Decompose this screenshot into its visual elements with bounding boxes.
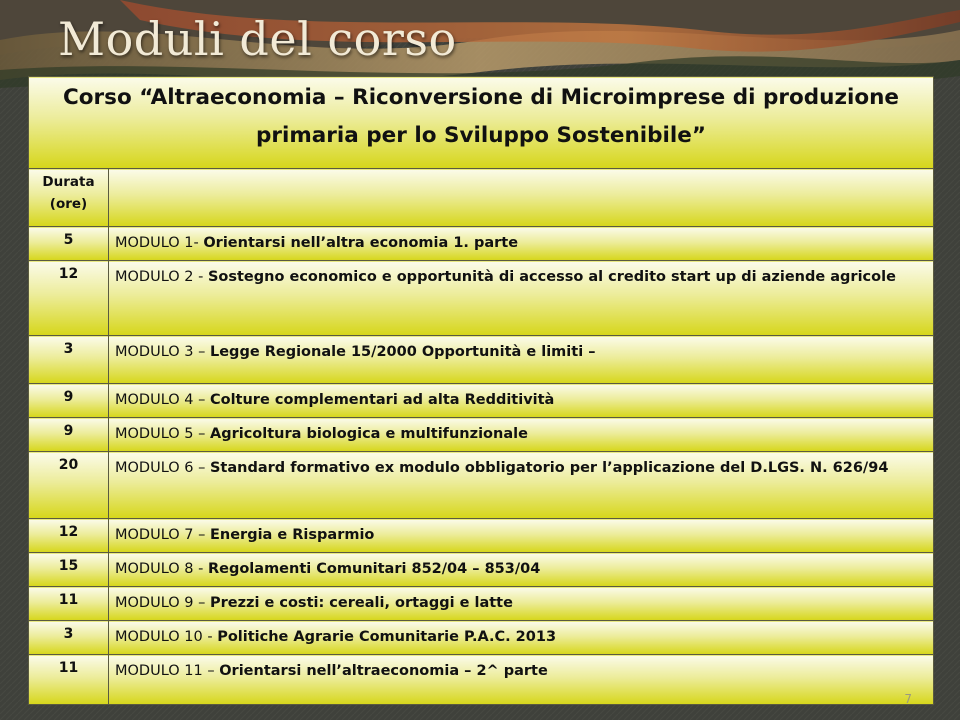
table-row — [29, 384, 934, 418]
header-row — [29, 169, 934, 227]
module-number: MODULO 2 - — [115, 269, 208, 285]
module-name: Sostegno economico e opportunità di accesso al credito start up di aziende agricole — [207, 269, 896, 285]
module-number: MODULO 11 – — [115, 663, 220, 679]
row-hours: 9 — [29, 384, 109, 418]
module-number: MODULO 4 – — [115, 392, 210, 408]
table-row — [29, 621, 934, 655]
row-module — [109, 655, 934, 705]
module-number: MODULO 8 - — [115, 561, 208, 577]
modules-table — [28, 76, 934, 705]
module-name: Energia e Risparmio — [209, 527, 375, 543]
table-row — [29, 655, 934, 705]
module-name: Orientarsi nell’altraeconomia – 2^ parte — [219, 663, 548, 679]
row-module — [109, 587, 934, 621]
row-module — [109, 384, 934, 418]
module-name: Agricoltura biologica e multifunzionale — [209, 426, 528, 442]
module-number: MODULO 10 - — [115, 629, 218, 645]
row-hours: 12 — [29, 519, 109, 553]
course-title: Corso “Altraeconomia – Riconversione di Microimprese di produzione primaria per lo Sviluppo Sostenibile” — [29, 77, 934, 169]
row-module — [109, 452, 934, 519]
row-module — [109, 336, 934, 384]
slide-title: Moduli del corso — [58, 12, 457, 66]
table-row — [29, 519, 934, 553]
row-module — [109, 418, 934, 452]
row-hours: 5 — [29, 227, 109, 261]
row-module — [109, 261, 934, 336]
table-row — [29, 418, 934, 452]
table-row — [29, 553, 934, 587]
module-number: MODULO 5 – — [115, 426, 210, 442]
table-row — [29, 587, 934, 621]
table-row — [29, 261, 934, 336]
row-hours: 11 — [29, 587, 109, 621]
module-number: MODULO 9 – — [115, 595, 210, 611]
module-number: MODULO 1- — [115, 235, 204, 251]
row-module — [109, 519, 934, 553]
table-row — [29, 452, 934, 519]
module-name: Orientarsi nell’altra economia 1. parte — [203, 235, 519, 251]
module-name: Colture complementari ad alta Redditività — [209, 392, 555, 408]
row-module — [109, 553, 934, 587]
module-number: MODULO 7 – — [115, 527, 210, 543]
row-hours: 9 — [29, 418, 109, 452]
module-name: Politiche Agrarie Comunitarie P.A.C. 2013 — [217, 629, 557, 645]
module-name: Prezzi e costi: cereali, ortaggi e latte — [209, 595, 513, 611]
page-number: 7 — [904, 692, 912, 706]
row-hours: 12 — [29, 261, 109, 336]
header-empty — [109, 169, 934, 227]
table-row — [29, 336, 934, 384]
module-name: Regolamenti Comunitari 852/04 – 853/04 — [207, 561, 541, 577]
header-hours: Durata (ore) — [29, 169, 109, 227]
row-hours: 3 — [29, 621, 109, 655]
row-module — [109, 227, 934, 261]
module-name: Standard formativo ex modulo obbligatorio per l’applicazione del D.LGS. N. 626/94 — [209, 460, 889, 476]
table-row — [29, 227, 934, 261]
module-number: MODULO 6 – — [115, 460, 210, 476]
module-name: Legge Regionale 15/2000 Opportunità e limiti – — [209, 344, 596, 360]
module-number: MODULO 3 – — [115, 344, 210, 360]
row-hours: 15 — [29, 553, 109, 587]
row-hours: 20 — [29, 452, 109, 519]
row-hours: 11 — [29, 655, 109, 705]
row-module — [109, 621, 934, 655]
course-title-row — [29, 77, 934, 169]
row-hours: 3 — [29, 336, 109, 384]
